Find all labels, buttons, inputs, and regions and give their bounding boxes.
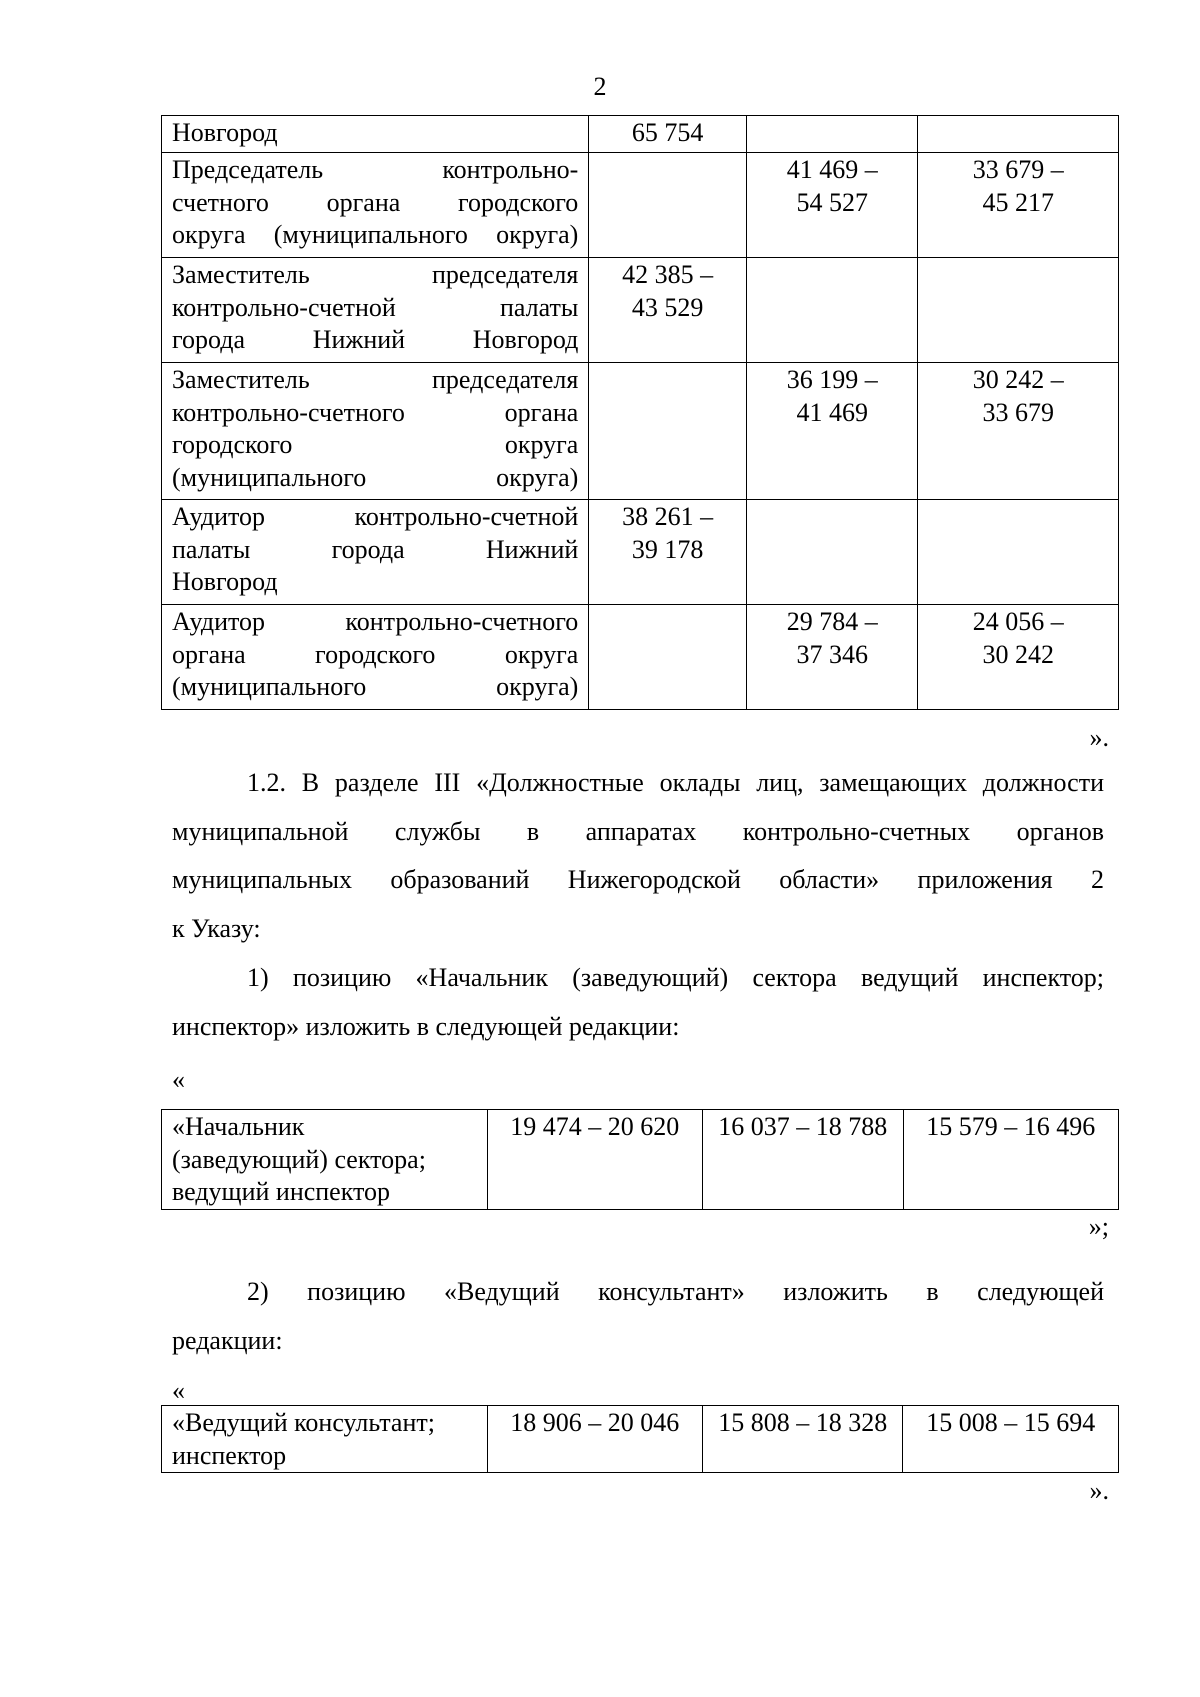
position-name-cell: Председатель контрольно- счетного органа городского округа (муниципального округа): [162, 153, 589, 258]
position-name-cell: «Начальник (заведующий) сектора; ведущий инспектор: [162, 1110, 488, 1210]
opening-quote: «: [172, 1065, 185, 1094]
page-number: 2: [593, 72, 607, 101]
salary-cell: [746, 258, 918, 363]
salary-cell: [746, 500, 918, 605]
salary-cell: 42 385 – 43 529: [589, 258, 747, 363]
salary-cell: [589, 605, 747, 710]
position-name-cell: Заместитель председателя контрольно-счетного органа городского округа (муниципального округа): [162, 363, 589, 500]
table-row: [162, 153, 1119, 258]
closing-quote: ».: [1089, 1476, 1109, 1505]
salary-cell: [746, 116, 918, 153]
salary-cell: 19 474 – 20 620: [487, 1110, 702, 1210]
salary-cell: 15 579 – 16 496: [903, 1110, 1119, 1210]
salary-cell: 29 784 – 37 346: [746, 605, 918, 710]
salary-cell: [918, 500, 1119, 605]
item-1-paragraph: 1) позицию «Начальник (заведующий) сектора ведущий инспектор; инспектор» изложить в следующей редакции:: [172, 963, 1104, 1041]
table-row: [162, 1110, 1119, 1210]
salary-cell: 33 679 – 45 217: [918, 153, 1119, 258]
table-row: [162, 258, 1119, 363]
closing-quote: »;: [1088, 1212, 1109, 1241]
table-row: [162, 1406, 1119, 1473]
table-row: [162, 116, 1119, 153]
table-row: [162, 605, 1119, 710]
salary-cell: [589, 153, 747, 258]
salary-cell: [918, 258, 1119, 363]
salary-cell: 15 808 – 18 328: [702, 1406, 903, 1473]
salary-cell: 38 261 – 39 178: [589, 500, 747, 605]
position-name-cell: Аудитор контрольно-счетной палаты города Нижний Новгород: [162, 500, 589, 605]
position-name-cell: «Ведущий консультант; инспектор: [162, 1406, 488, 1473]
table-row: [162, 363, 1119, 500]
opening-quote: «: [172, 1376, 185, 1405]
salary-cell: 41 469 – 54 527: [746, 153, 918, 258]
salary-cell: 24 056 – 30 242: [918, 605, 1119, 710]
position-name-cell: Заместитель председателя контрольно-счетной палаты города Нижний Новгород: [162, 258, 589, 363]
closing-quote: ».: [1089, 723, 1109, 752]
salary-cell: 16 037 – 18 788: [703, 1110, 904, 1210]
salary-table-main: [161, 115, 1119, 710]
salary-cell: 36 199 – 41 469: [746, 363, 918, 500]
salary-cell: 30 242 – 33 679: [918, 363, 1119, 500]
salary-table-item-1: [161, 1109, 1119, 1210]
position-name-cell: Аудитор контрольно-счетного органа городского округа (муниципального округа): [162, 605, 589, 710]
item-2-paragraph: 2) позицию «Ведущий консультант» изложить в следующей редакции:: [172, 1277, 1104, 1355]
salary-cell: [918, 116, 1119, 153]
salary-cell: 15 008 – 15 694: [903, 1406, 1119, 1473]
salary-cell: 65 754: [589, 116, 747, 153]
salary-cell: [589, 363, 747, 500]
table-row: [162, 500, 1119, 605]
salary-table-item-2: [161, 1405, 1119, 1473]
position-name-cell: Новгород: [162, 116, 589, 153]
paragraph-1-2: 1.2. В разделе III «Должностные оклады лиц, замещающих должности муниципальной службы в аппаратах контрольно-счетных органов муниципальных образований Нижегородской области» приложения 2 к Указу:: [172, 768, 1104, 943]
salary-cell: 18 906 – 20 046: [487, 1406, 702, 1473]
